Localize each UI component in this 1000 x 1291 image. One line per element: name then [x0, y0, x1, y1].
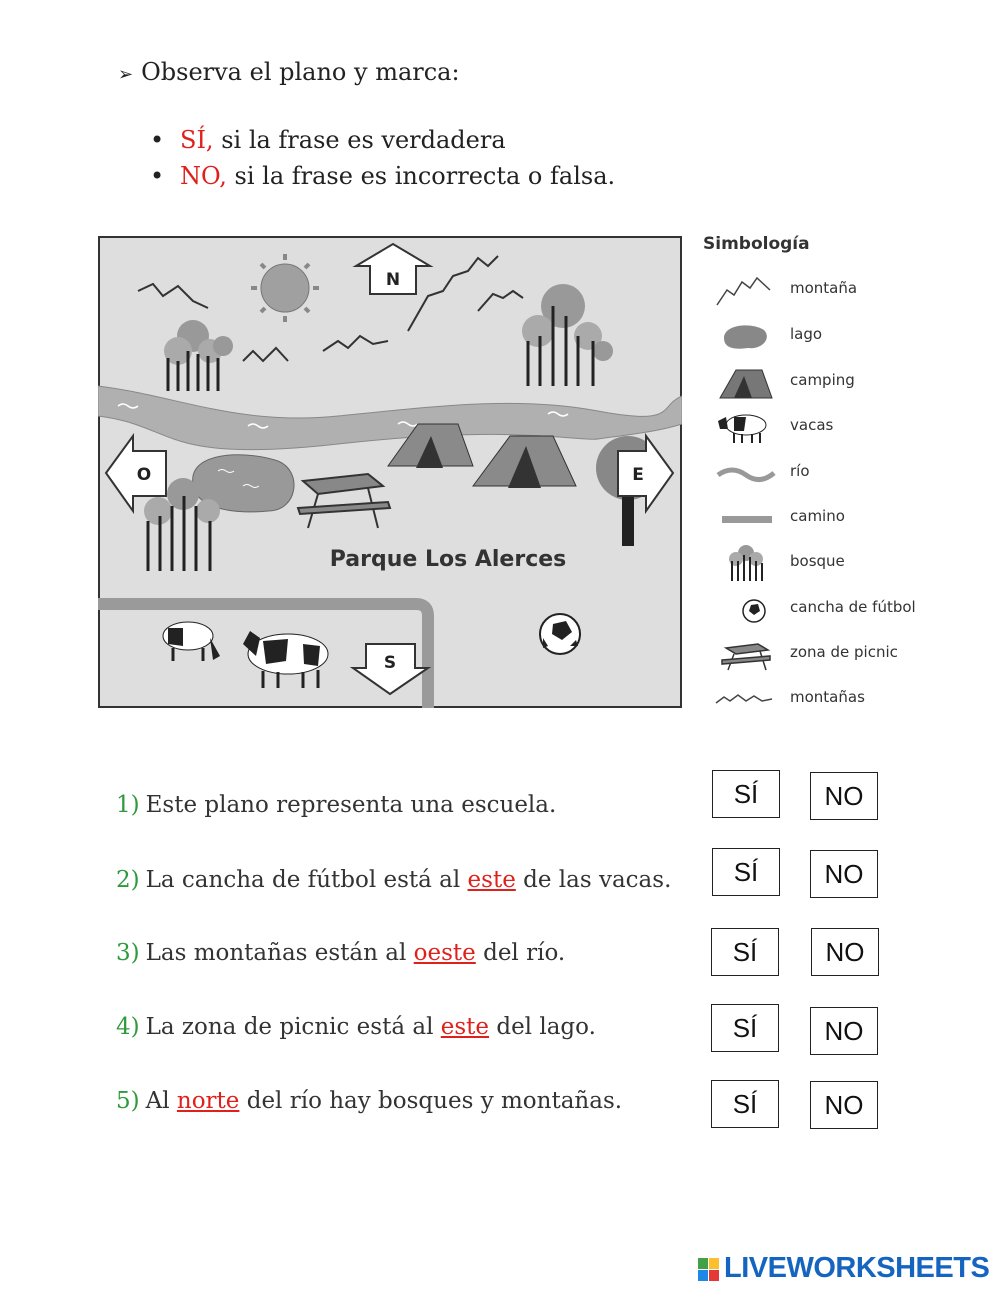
question-keyword: norte	[176, 1088, 240, 1114]
question-number: 2)	[116, 867, 140, 893]
question-text-post: del río.	[475, 940, 566, 966]
question-keyword: este	[440, 1014, 490, 1040]
map-title: Parque Los Alerces	[329, 547, 567, 572]
legend-label: camping	[790, 371, 855, 389]
tent-icon	[712, 362, 776, 402]
answer-2-no-button[interactable]: NO	[810, 850, 878, 898]
legend-label: montaña	[790, 279, 858, 297]
question-number: 4)	[116, 1014, 140, 1040]
legend-item-picnic	[700, 634, 960, 674]
legend-item-cancha	[700, 589, 960, 629]
legend-item-camping	[700, 362, 960, 402]
option-yes-key: SÍ,	[180, 126, 214, 154]
mountains-icon	[712, 679, 776, 719]
question-2	[116, 867, 671, 893]
legend-item-vacas	[700, 407, 960, 447]
compass-east: E	[632, 465, 644, 485]
legend-label: montañas	[790, 688, 865, 706]
legend-item-montana	[700, 270, 960, 310]
question-text-post: de las vacas.	[515, 867, 672, 893]
legend	[700, 232, 960, 712]
option-no-key: NO,	[180, 162, 227, 190]
answer-5-no-button[interactable]: NO	[810, 1081, 878, 1129]
question-text: Este plano representa una escuela.	[145, 792, 557, 818]
instruction-text: Observa el plano y marca:	[141, 58, 460, 86]
answer-3-no-button[interactable]: NO	[811, 928, 879, 976]
legend-label: camino	[790, 507, 845, 525]
answer-4-si-button[interactable]: SÍ	[711, 1004, 779, 1052]
question-text-post: del lago.	[489, 1014, 596, 1040]
answer-2-si-button[interactable]: SÍ	[712, 848, 780, 896]
legend-item-camino	[700, 498, 960, 538]
legend-label: bosque	[790, 552, 845, 570]
option-no-text: si la frase es incorrecta o falsa.	[226, 162, 616, 190]
question-number: 5)	[116, 1088, 140, 1114]
question-5	[116, 1088, 622, 1114]
picnic-table-icon	[712, 634, 776, 674]
question-keyword: oeste	[413, 940, 476, 966]
answer-1-si-button[interactable]: SÍ	[712, 770, 780, 818]
question-4	[116, 1014, 596, 1040]
park-map	[98, 236, 682, 708]
liveworksheets-logo[interactable]: LIVEWORKSHEETS	[724, 1252, 990, 1284]
option-yes	[150, 122, 615, 158]
river-icon	[712, 453, 776, 493]
liveworksheets-logo-icon	[698, 1258, 720, 1282]
lake-icon	[712, 316, 776, 356]
question-text-pre: La cancha de fútbol está al	[145, 867, 468, 893]
legend-item-rio	[700, 453, 960, 493]
question-text-pre: Al	[145, 1088, 177, 1114]
answer-1-no-button[interactable]: NO	[810, 772, 878, 820]
question-number: 1)	[116, 792, 140, 818]
answer-3-si-button[interactable]: SÍ	[711, 928, 779, 976]
legend-label: río	[790, 462, 810, 480]
arrow-bullet-icon: ➢	[118, 64, 134, 85]
sun-icon	[251, 254, 319, 322]
legend-item-bosque	[700, 543, 960, 583]
soccer-ball-icon	[712, 589, 776, 629]
road-icon	[712, 498, 776, 538]
compass-west: O	[136, 465, 152, 485]
legend-item-lago	[700, 316, 960, 356]
soccer-ball	[540, 614, 580, 654]
option-yes-text: si la frase es verdadera	[213, 126, 506, 154]
legend-label: vacas	[790, 416, 834, 434]
compass-north: N	[385, 270, 401, 290]
legend-item-montanas	[700, 679, 960, 719]
question-text-pre: Las montañas están al	[145, 940, 414, 966]
question-text-post: del río hay bosques y montañas.	[239, 1088, 623, 1114]
instruction-heading	[118, 58, 460, 86]
forest-icon	[712, 543, 776, 583]
answer-5-si-button[interactable]: SÍ	[711, 1080, 779, 1128]
legend-title: Simbología	[703, 234, 810, 254]
legend-label: cancha de fútbol	[790, 598, 916, 616]
question-number: 3)	[116, 940, 140, 966]
question-1	[116, 792, 556, 818]
legend-label: lago	[790, 325, 823, 343]
cow-icon	[712, 407, 776, 447]
instruction-options	[150, 122, 615, 194]
question-text-pre: La zona de picnic está al	[145, 1014, 441, 1040]
compass-south: S	[383, 653, 397, 673]
legend-label: zona de picnic	[790, 643, 898, 661]
question-keyword: este	[467, 867, 516, 893]
option-no	[150, 158, 615, 194]
question-3	[116, 940, 565, 966]
mountain-icon	[712, 270, 776, 310]
answer-4-no-button[interactable]: NO	[810, 1007, 878, 1055]
